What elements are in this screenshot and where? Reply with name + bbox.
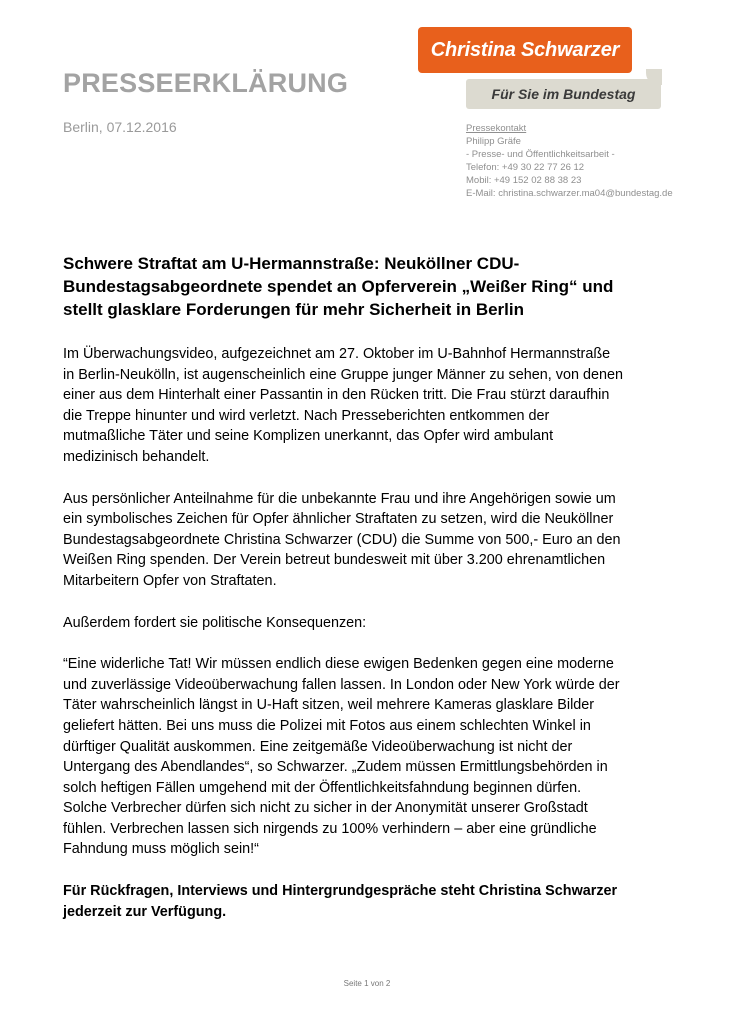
- text-line: und zuverlässige Videoüberwachung fallen lassen. In London oder New York würde der: [63, 676, 620, 693]
- article-body: [63, 344, 663, 943]
- text-line: dürftiger Qualität auskommen. Eine zeitgemäße Videoüberwachung ist nicht der: [63, 738, 573, 755]
- text-line: Aus persönlicher Anteilnahme für die unbekannte Frau und ihre Angehörigen sowie um: [63, 490, 616, 507]
- title-line: Schwere Straftat am U-Hermannstraße: Neuköllner CDU-: [63, 254, 520, 273]
- press-contact: [466, 122, 673, 200]
- paragraph-consequences: [63, 613, 663, 634]
- closing-note: [63, 881, 663, 922]
- text-line: Für Rückfragen, Interviews und Hintergrundgespräche steht Christina Schwarzer: [63, 883, 618, 900]
- text-line: fühlen. Verbrechen lassen sich nirgends zu 100% verhindern – aber eine gründliche: [63, 820, 597, 837]
- text-line: Außerdem fordert sie politische Konsequenzen:: [63, 614, 367, 631]
- text-line: Mitarbeitern Opfer von Straftaten.: [63, 572, 277, 589]
- text-line: Fahndung muss möglich sein!“: [63, 841, 259, 858]
- text-line: die Treppe hinunter und wird verletzt. Nach Presseberichten entkommen der: [63, 407, 550, 424]
- text-line: jederzeit zur Verfügung.: [63, 903, 227, 920]
- paragraph-donation: [63, 489, 663, 592]
- text-line: ein symbolisches Zeichen für Opfer ähnlicher Straftaten zu setzen, wird die Neuköllner: [63, 511, 614, 528]
- page-number: Seite 1 von 2: [343, 979, 391, 988]
- text-line: “Eine widerliche Tat! Wir müssen endlich diese ewigen Bedenken gegen eine moderne: [63, 656, 614, 673]
- text-line: Im Überwachungsvideo, aufgezeichnet am 27. Oktober im U-Bahnhof Hermannstraße: [63, 346, 611, 362]
- text-line: Bundestagsabgeordnete Christina Schwarzer (CDU) die Summe von 500,- Euro an den: [63, 531, 621, 548]
- text-line: einer aus dem Hinterhalt einer Passantin in den Rücken tritt. Die Frau stürzt daraufhin: [63, 387, 610, 404]
- paragraph-incident: [63, 344, 663, 468]
- text-line: Untergang des Abendlandes“, so Schwarzer. „Zudem müssen Ermittlungsbehörden in: [63, 759, 608, 776]
- contact-name: Philipp Gräfe: [466, 136, 521, 147]
- text-line: geliefert hätten. Bei uns muss die Polizei mit Fotos aus einem schlechten Winkel in: [63, 717, 591, 734]
- contact-role: - Presse- und Öffentlichkeitsarbeit -: [466, 149, 615, 160]
- text-line: Weißen Ring spenden. Der Verein betreut bundesweit mit über 3.200 ehrenamtlichen: [63, 552, 606, 569]
- text-line: solch heftigen Fällen umgehend mit der Öffentlichkeitsfahndung beginnen dürfen.: [63, 779, 582, 796]
- contact-phone: Telefon: +49 30 22 77 26 12: [466, 162, 585, 173]
- text-line: in Berlin-Neukölln, ist augenscheinlich eine Gruppe junger Männer zu sehen, von denen: [63, 366, 623, 383]
- logo-tagline: Für Sie im Bundestag: [466, 79, 661, 109]
- title-line: stellt glasklare Forderungen für mehr Sicherheit in Berlin: [63, 300, 525, 319]
- text-line: medizinisch behandelt.: [63, 448, 210, 465]
- release-date: Berlin, 07.12.2016: [63, 119, 177, 135]
- contact-email: E-Mail: christina.schwarzer.ma04@bundestag.de: [466, 188, 673, 199]
- press-contact-title: Pressekontakt: [466, 123, 527, 134]
- contact-mobile: Mobil: +49 152 02 88 38 23: [466, 175, 582, 186]
- text-line: Solche Verbrecher dürfen sich nicht zu sicher in der Anonymität unserer Großstadt: [63, 800, 588, 817]
- logo: [418, 27, 666, 111]
- text-line: Täter wahrscheinlich längst in U-Haft sitzen, weil mehrere Kameras glasklare Bilder: [63, 697, 595, 714]
- document-heading: PRESSEERKLÄRUNG: [63, 68, 349, 98]
- paragraph-quote: [63, 654, 663, 860]
- text-line: mutmaßliche Täter und seine Komplizen unerkannt, das Opfer wird ambulant: [63, 428, 554, 445]
- title-line: Bundestagsabgeordnete spendet an Opferverein „Weißer Ring“ und: [63, 277, 614, 296]
- logo-name: Christina Schwarzer: [418, 27, 632, 73]
- article-title: [63, 252, 653, 321]
